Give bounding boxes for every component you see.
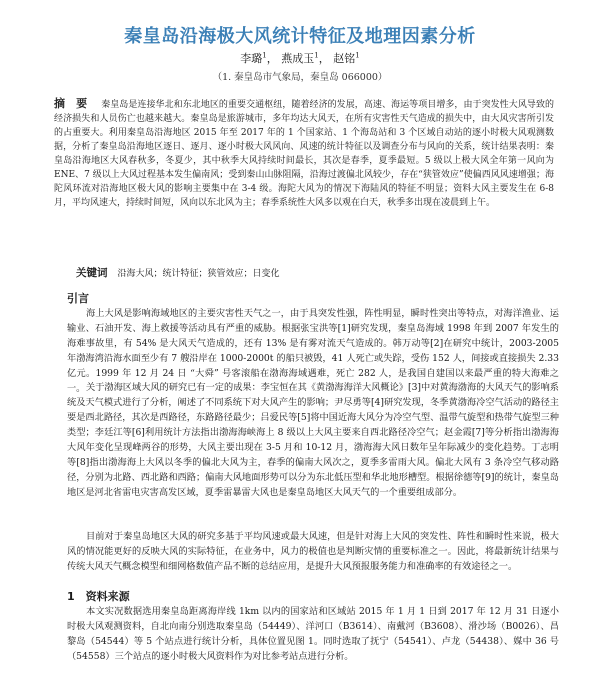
paper-title: 秦皇岛沿海极大风统计特征及地理因素分析 xyxy=(124,26,476,47)
intro-paragraph-2: 关于渤海区域大风的研究已有一定的成果：李宝恒在其《黄渤海海洋大风概论》[3]中对黄海渤海的大风天气的影响系统及天气模式进行了分析，阐述了不同系统下对大风产生的影响；尹尽勇等[4]研究发现，冬季黄渤海冷空气活动的路径主要是西北路径，其次是西路径，东路路径最少；吕爱民等[5]将中国近海大风分为冷空气型、温带气旋型和热带气旋型三种类型；李廷江等[6]利用统计方法指出渤海海峡海上 8 级以上大风主要来自西北路径冷空气；赵金霞[7]等分析指出渤海海大风年变化呈现峰两谷的形势，大风主要出现在 3-5 月和 10-12 月，渤海海大风日数年呈年际减少的变化趋势。丁志明等[8]指出渤海海上大风以冬季的偏北大风为主，春季的偏南大风次之，夏季多雷雨大风。偏北大风有 3 条冷空气移动路径，分别为北路、西北路和西路；偏南大风地面形势可以分为东北低压型和华北地形槽型。根据徐德等[9]的统计，秦皇岛地区是河北省雷电灾害高发区域，夏季雷暴雷大风也是秦皇岛地区大风天气的一个重要组成部分。 xyxy=(67,382,559,498)
affiliation: （1. 秦皇岛市气象局，秦皇岛 066000） xyxy=(212,72,388,83)
section-heading-intro: 引言 xyxy=(67,292,89,305)
data-paragraph-1: 本文实况数据选用秦皇岛距离海岸线 1km 以内的国家站和区域站 2015 年 1 月 1 日到 2017 年 12 月 31 日逐小时极大风观测资料，自北向南分别选取秦皇岛（54449）、洋河口（B3614）、南戴河（B3608）、滑沙场（B0026）、昌黎岛（54544）等 5 个站点进行统计分析，具体位置见图 1。同时选取了抚宁（54541）、卢龙（54438）、媒中 36 号（54558）三个站点的逐小时极大风资料作为对比参考站点进行分析。 xyxy=(67,606,559,662)
author-affil-mark: 1 xyxy=(314,51,319,60)
keywords-label: 关键词 xyxy=(76,267,108,279)
abstract-block xyxy=(54,97,554,210)
author-line: 李璐$^1$， 燕成玉$^1$， 赵铭$^1$ xyxy=(240,51,360,65)
author-name: 燕成玉 xyxy=(281,52,315,65)
author-name: 赵铭 xyxy=(333,52,356,65)
abstract-label: 摘 要 xyxy=(54,97,88,110)
intro-paragraph-1: 海上大风是影响海域地区的主要灾害性天气之一，由于具突发性强，阵性明显，瞬时性突出等特点，对海洋渔业、运输业、石油开发、海上救援等活动具有严重的威胁。根据张宝洪等[1]研究发现，秦皇岛海域 1998 年到 2007 年发生的海难事故里，有 54% 是大风天气造成的，还有 13% 是有雾对流天气造成的。韩万动等[2]在研究中统计，2003-2005 年渤海湾沿海水面至少有 7 艘沿岸在 1000-2000t 的船只被毁，41 人死亡或失踪，受伤 152 人，间接或直接损失 2.33 亿元。1999 年 12 月 24 日 “大舜” 号客滚船在渤海海域遇难，死亡 282 人，是我国自建国以来最严重的特大海难之一。 xyxy=(67,308,559,394)
keywords-block xyxy=(76,265,280,280)
keywords-text: 沿海大风；统计特征；狭管效应；日变化 xyxy=(117,269,280,279)
section-heading-data: 1 资料来源 xyxy=(67,590,130,603)
author-name: 李璐 xyxy=(240,52,263,65)
abstract-text: 秦皇岛是连接华北和东北地区的重要交通枢纽，随着经济的发展，高速、海运等项目增多，由于突发性大风导致的经济损失和人员伤亡也越来越大。秦皇岛是旅游城市，多年均达大风天，在所有灾害性天气造成的损失中，由大风灾害所引发的占重要大。利用秦皇岛沿海地区 2015 年至 2017 年的 1 个国家站、1 个海岛站和 3 个区域自动站的逐小时极大风观测数据，分析了秦皇岛沿海地区逐日、逐月、逐小时极大风风向、风速的统计特征以及调查分布与风向的关系，统计结果表明：秦皇岛沿海地区大风春秋多，冬夏少，其中秋季大风持续时间最长，其次是春季，夏季最短。5 级以上极大风全年第一风向为 ENE、7 级以上大风过程基本发生偏南风；受到秦山山脉阻隔，沿海过渡偏北风较少，存在“狭管效应”使偏西风风速增强；海陀风环流对沿海地区极大风的影响主要集中在 3-4 级。海陀大风为的情况下海陆风的特征不明显；资料大风主要发生在 6-8 月，平均风速大，持续时间短，风向以东北风为主；春季系统性大风多以观在白天，秋季多出现在凌晨到上午。 xyxy=(54,100,555,208)
intro-paragraph-3: 目前对于秦皇岛地区大风的研究多基于平均风速或最大风速，但是针对海上大风的突发性、阵性和瞬时性来说，极大风的情况能更好的反映大风的实际特征，在业务中，风力的极值也是判断灾情的重要标准之一。因此，将最新统计结果与传统大风天气概念模型和细网格数值产品不断的总结应用，是提升大风预报服务能力和准确率的有效途径之一。 xyxy=(67,531,559,572)
author-affil-mark: 1 xyxy=(355,51,360,60)
author-affil-mark: 1 xyxy=(262,51,267,60)
